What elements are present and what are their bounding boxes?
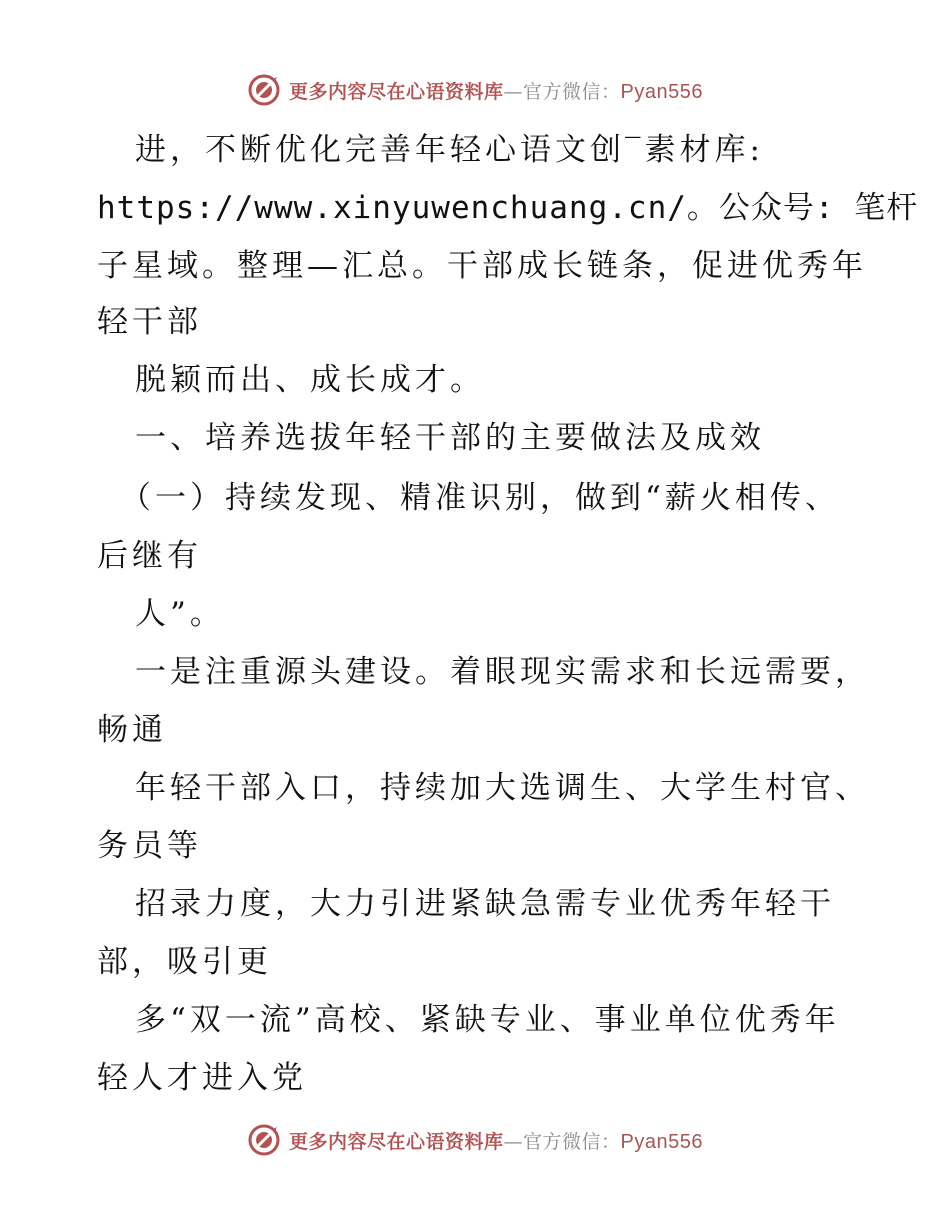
body-line: 务员等 xyxy=(97,828,202,864)
brand-logo-icon xyxy=(247,1123,281,1157)
body-line: 脱颖而出、成长成才。 xyxy=(135,362,485,398)
footer-banner-wechat-label: 官方微信： xyxy=(523,1130,621,1153)
body-line: 畅通 xyxy=(97,712,167,748)
footer-banner-main: 更多内容尽在心语资料库 xyxy=(289,1130,504,1153)
brand-logo-icon xyxy=(247,73,281,107)
header-banner-text xyxy=(289,77,703,104)
body-line: 多“双一流”高校、紧缺专业、事业单位优秀年 xyxy=(135,1002,840,1038)
body-line: 轻干部 xyxy=(97,304,202,340)
header-banner-main: 更多内容尽在心语资料库 xyxy=(289,80,504,103)
body-line: https://www.xinyuwenchuang.cn/。公众号: 笔杆 xyxy=(97,190,919,226)
body-line: 后继有 xyxy=(97,538,202,574)
body-line: 部，吸引更 xyxy=(97,944,272,980)
footer-banner xyxy=(0,1120,950,1160)
body-line: 人”。 xyxy=(135,596,225,632)
header-banner-wechat-label: 官方微信： xyxy=(523,80,621,103)
body-line: 年轻干部入口，持续加大选调生、大学生村官、 xyxy=(135,770,870,806)
header-banner-separator: — xyxy=(503,80,524,103)
footer-banner-separator: — xyxy=(503,1130,524,1153)
header-banner-wechat-id: Pyan556 xyxy=(620,80,703,103)
body-line: 招录力度，大力引进紧缺急需专业优秀年轻干 xyxy=(135,886,835,922)
footer-banner-wechat-id: Pyan556 xyxy=(620,1130,703,1153)
footer-banner-text xyxy=(289,1127,703,1154)
body-line: 子星域。整理—汇总。干部成长链条，促进优秀年 xyxy=(97,248,867,284)
body-line: 一是注重源头建设。着眼现实需求和长远需要， xyxy=(135,654,870,690)
body-line: 进，不断优化完善年轻心语文创‾素材库: xyxy=(135,132,764,168)
body-line: 轻人才进入党 xyxy=(97,1060,307,1096)
section-heading: 一、培养选拔年轻干部的主要做法及成效 xyxy=(135,420,765,456)
header-banner xyxy=(0,70,950,110)
subsection-heading: （一）持续发现、精准识别，做到“薪火相传、 xyxy=(120,480,840,516)
